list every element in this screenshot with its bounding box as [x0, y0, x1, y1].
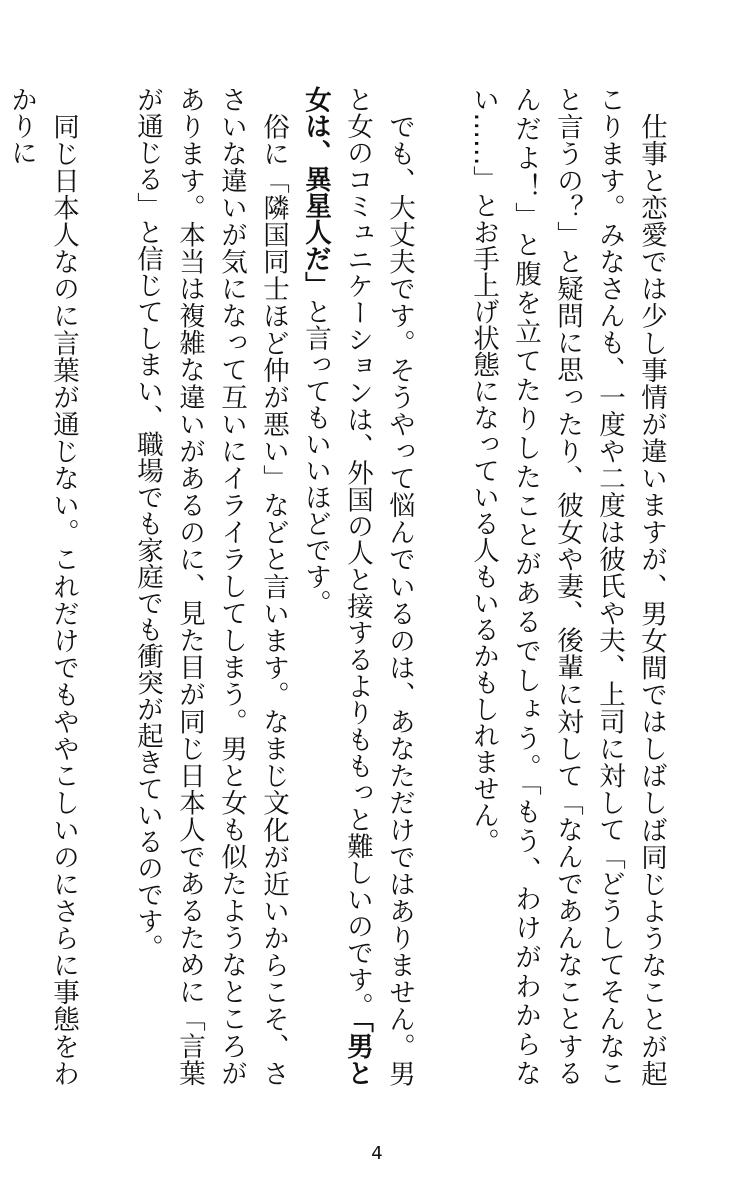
- paragraph-3: 俗に「隣国同士ほど仲が悪い」などと言います。なまじ文化が近いからこそ、ささいな違いが気になって互いにイライラしてしまう。男と女も似たようなところがあります。本当は複雑な違いがあるのに、見た目が同じ日本人であるために「言葉が通じる」と信じてしまい、職場でも家庭でも衝突が起きているのです。: [132, 86, 289, 1086]
- paragraph-1: 仕事と恋愛では少し事情が違いますが、男女間ではしばしば同じようなことが起こります。みなさんも、一度や二度は彼氏や夫、上司に対して「どうしてそんなこと言うの？」と疑問に思ったり、彼女や妻、後輩に対して「なんであんなことするんだよ！」と腹を立てたりしたことがあるでしょう。「もう、わけがわからない……」とお手上げ状態になっている人もいるかもしれません。: [468, 86, 667, 1086]
- page-number: 4: [371, 1143, 383, 1164]
- paragraph-2-tail: と言ってもいいほどです。: [300, 298, 331, 616]
- paragraph-2-lead: でも、大丈夫です。そうやって悩んでいるのは、あなただけではありません。男と女のコミュニケーションは、外国の人と接するよりももっと難しいのです。: [342, 86, 415, 1086]
- body-text: [6, 86, 672, 1087]
- paragraph-2: [294, 86, 420, 1086]
- emphasis-phrase: 「男と女は、異星人だ」: [300, 86, 373, 1087]
- paragraph-4: 同じ日本人なのに言葉が通じない。これだけでもややこしいのにさらに事態をわかりに: [6, 86, 79, 1086]
